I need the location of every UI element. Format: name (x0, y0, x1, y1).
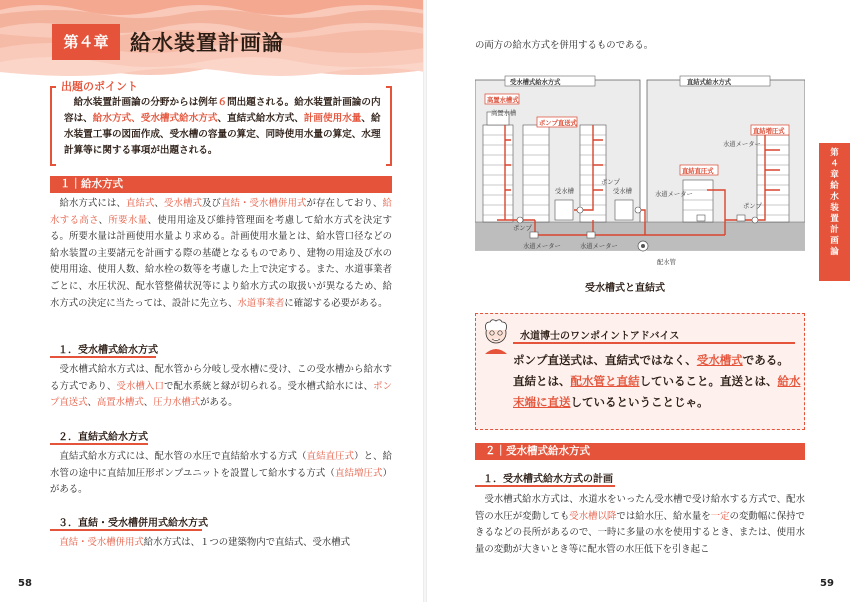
paragraph-water-supply-methods: 給水方式には、直結式、受水槽式及び直結・受水槽併用式が存在しており、給水する高さ、所要水量、使用用途及び維持管理面を考慮して給水方式を決定する。所要水量は計画使用水量より求める。計画使用水量とは、給水管口径などの給水装置の主要諸元を計画する際の基礎となるものであり、建物の用途及び水の使用用途、使用人数、給水栓の数等を考慮した上で決定する。また、水道事業者ごとに、水圧状況、配水管整備状況等により給水方式の取扱いが異なるため、給水方式の決定に当たっては、設計に先立ち、水道事業者に確認する必要がある。 (50, 198, 392, 309)
point-box (50, 78, 392, 166)
label-group-direct: 直結式給水方式 (687, 79, 732, 86)
label-elevated-tank: 高置水槽 (491, 110, 517, 117)
advice-text: ポンプ直送式は、直結式ではなく、受水槽式である。 直結とは、配水管と直結していること。直送とは、給水 末端に直送しているということじゃ。 (513, 353, 801, 409)
label-pump-2: ポンプ (513, 225, 532, 232)
label-direct-pressure: 直結直圧式 (682, 168, 714, 175)
paragraph-tank-method: 受水槽式給水方式は、配水管から分岐し受水槽に受け、この受水槽から給水する方式であり、受水槽入口で配水系統と縁が切られる。受水槽式給水には、ポンプ直送式、高置水槽式、圧力水槽式がある。 (50, 364, 392, 409)
label-pump-1: ポンプ (601, 179, 620, 186)
diagram-caption: 受水槽式と直結式 (585, 283, 665, 294)
label-pump-direct: ポンプ直送式 (539, 120, 577, 127)
label-distribution-main: 配水管 (657, 259, 676, 266)
paragraph-direct-method: 直結式給水方式には、配水管の水圧で直結給水する方式（直結直圧式）と、給水管の途中に直結加圧形ポンプユニットを設置して給水する方式（直結増圧式）がある。 (50, 451, 392, 496)
subheading-underline (475, 485, 615, 487)
label-meter-4: 水道メーター (723, 141, 761, 148)
section-heading-2: ２｜受水槽式給水方式 (475, 443, 805, 460)
label-elevated-method: 高置水槽式 (487, 97, 519, 104)
page-number-left: 58 (18, 578, 32, 589)
paragraph-tank-plan: 受水槽式給水方式は、水道水をいったん受水槽で受け給水する方式で、配水管の水圧が変動しても受水槽以降では給水圧、給水量を一定の変動幅に保持できるなどの長所があるので、一時に多量の水を使用するとき、または、使用水量の変動が大きいとき等に配水管の水圧低下を引き起こ (475, 494, 805, 555)
point-title: 出題のポイント (58, 78, 141, 94)
label-tank-2: 受水槽 (613, 188, 632, 195)
label-tank-1: 受水槽 (555, 188, 574, 195)
point-bracket-right (386, 86, 392, 166)
subheading-tank-method: １．受水槽式給水方式 (58, 345, 158, 356)
label-group-tank: 受水槽式給水方式 (510, 79, 561, 86)
right-page (425, 0, 850, 602)
book-gutter (423, 0, 427, 602)
water-supply-diagram (475, 70, 805, 300)
subheading-combined-method: ３．直結・受水槽併用式給水方式 (58, 518, 208, 529)
advice-divider (513, 342, 795, 344)
chapter-title: 給水装置計画論 (130, 31, 284, 55)
subheading-underline (50, 443, 148, 445)
subheading-underline (50, 529, 202, 531)
section-heading-1: １｜給水方式 (50, 176, 392, 193)
label-boost-method: 直結増圧式 (753, 128, 785, 135)
side-tab-label: 第４章 給水装置計画論 (830, 148, 839, 257)
continued-text: の両方の給水方式を併用するものである。 (475, 40, 654, 51)
professor-icon (480, 318, 512, 354)
chapter-label: 第４章 (63, 33, 109, 51)
label-meter-1: 水道メーター (523, 243, 561, 250)
paragraph-combined-method: 直結・受水槽併用式給水方式は、１つの建築物内で直結式、受水槽式 (59, 537, 351, 548)
subheading-tank-plan: １．受水槽式給水方式の計画 (483, 474, 613, 485)
label-meter-3: 水道メーター (655, 191, 693, 198)
page-number-right: 59 (820, 578, 834, 589)
point-text: 給水装置計画論の分野からは例年６問出題される。給水装置計画論の内容は、給水方式、受水槽式給水方式、直結式給水方式、計画使用水量、給水装置工事の図面作成、受水槽の容量の算定、同時使用水量の算定、水理計算等に関する事項が出題される。 (64, 97, 381, 156)
subheading-direct-method: ２．直結式給水方式 (58, 432, 148, 443)
subheading-underline (50, 356, 156, 358)
label-meter-2: 水道メーター (580, 243, 618, 250)
point-bracket-left (50, 86, 56, 166)
advice-title: 水道博士のワンポイントアドバイス (520, 331, 680, 342)
label-pump-3: ポンプ (743, 203, 762, 210)
